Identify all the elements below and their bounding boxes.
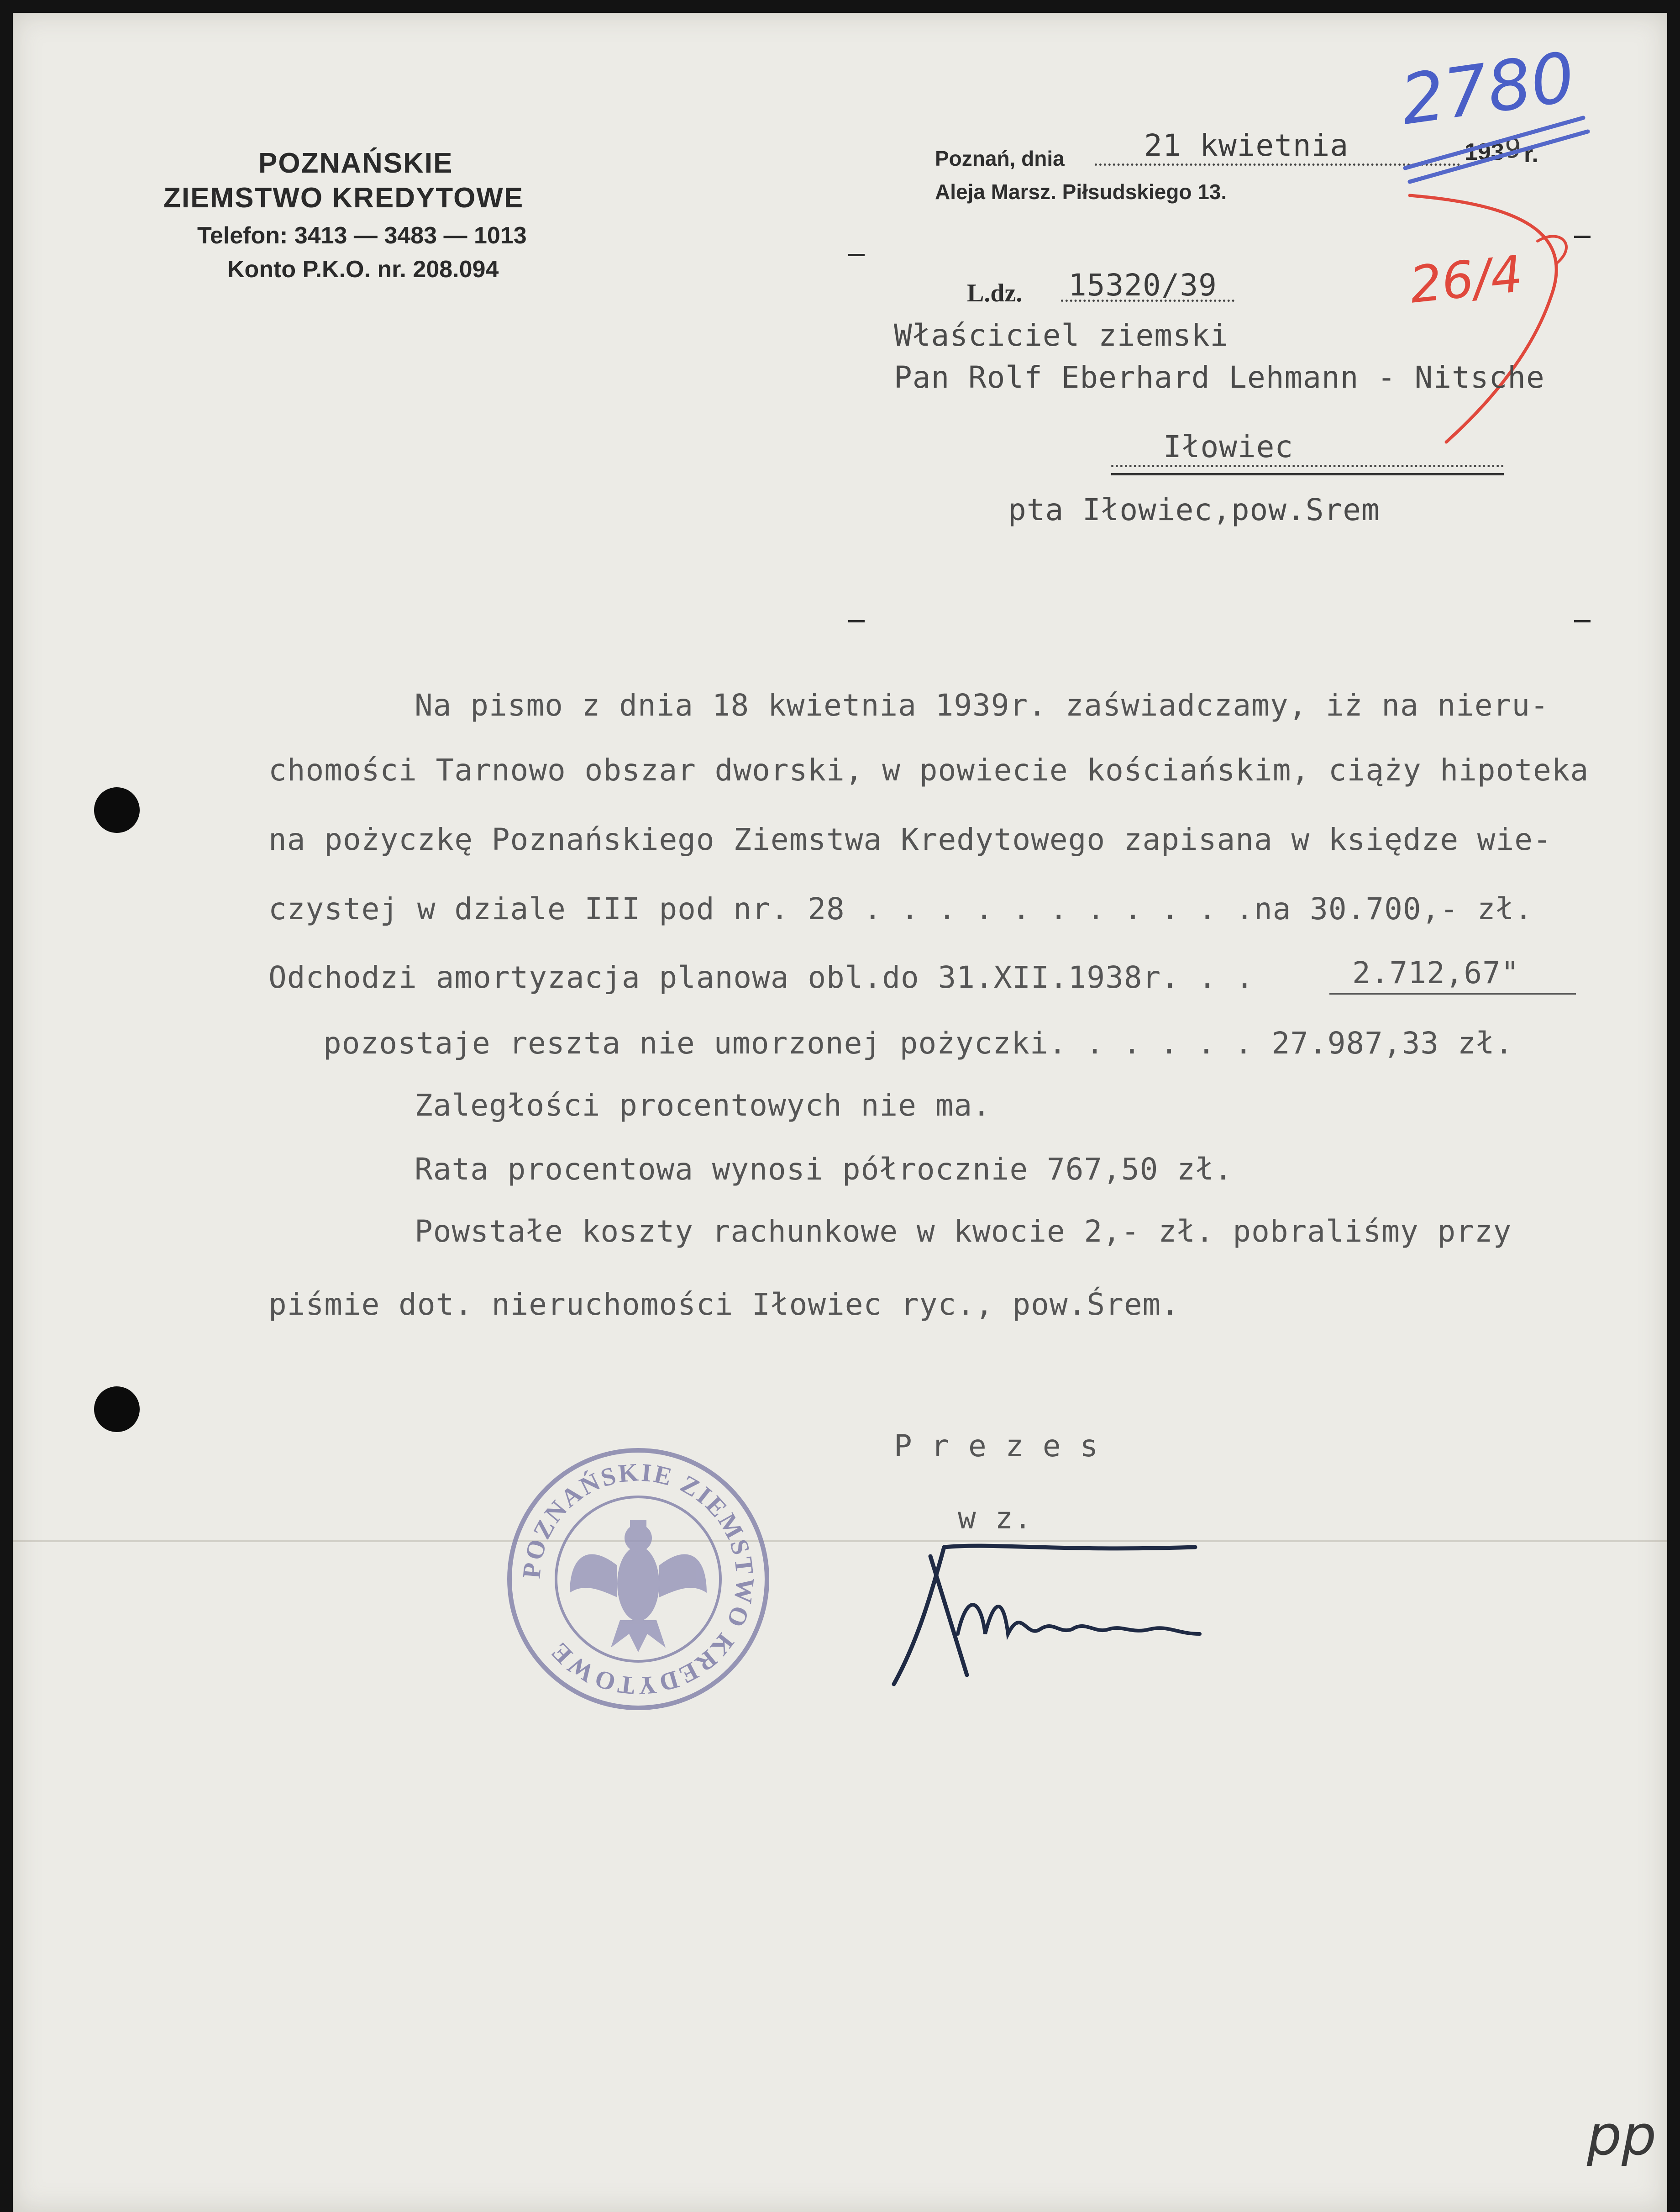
letterhead-name-line1: POZNAŃSKIE bbox=[258, 147, 453, 179]
body-line-5-amount: 2.712,67" bbox=[1352, 955, 1520, 990]
document-page bbox=[13, 13, 1667, 2212]
body-line-1: Na pismo z dnia 18 kwietnia 1939r. zaświadczamy, iż na nieru- bbox=[415, 688, 1549, 723]
official-stamp bbox=[506, 1447, 771, 1712]
sum-underline bbox=[1329, 993, 1576, 995]
addressee-name: Pan Rolf Eberhard Lehmann - Nitsche bbox=[894, 360, 1545, 395]
closing-wz: w z. bbox=[958, 1501, 1032, 1536]
letterhead-phone: Telefon: 3413 — 3483 — 1013 bbox=[197, 222, 527, 249]
body-line-3: na pożyczkę Poznańskiego Ziemstwa Kredytowego zapisana w księdze wie- bbox=[268, 822, 1552, 857]
date-year-prefix: 193 bbox=[1465, 139, 1504, 165]
margin-initials: pp bbox=[1587, 2104, 1657, 2168]
punch-hole-lower bbox=[94, 1386, 140, 1432]
address-window-mark bbox=[1574, 620, 1591, 622]
stamp-ring-text: POZNAŃSKIE ZIEMSTWO KREDYTOWE bbox=[517, 1458, 760, 1700]
body-line-2: chomości Tarnowo obszar dworski, w powiecie kościańskim, ciąży hipoteka bbox=[268, 753, 1589, 788]
handwritten-signature bbox=[876, 1529, 1209, 1693]
red-pencil-curve bbox=[1401, 186, 1601, 451]
registry-number-annotation: 2780 bbox=[1396, 37, 1580, 141]
addressee-title: Właściciel ziemski bbox=[894, 318, 1229, 353]
addressee-underline-dotted bbox=[1111, 465, 1504, 467]
body-line-10: piśmie dot. nieruchomości Iłowiec ryc., pow.Śrem. bbox=[268, 1287, 1180, 1322]
reference-label: L.dz. bbox=[967, 279, 1023, 307]
address-window-mark bbox=[1574, 236, 1591, 238]
red-pencil-annotation: 26/4 bbox=[1407, 244, 1526, 315]
sender-address: Aleja Marsz. Piłsudskiego 13. bbox=[935, 180, 1227, 204]
body-line-6: pozostaje reszta nie umorzonej pożyczki. . . . . . 27.987,33 zł. bbox=[323, 1026, 1514, 1061]
letterhead-account: Konto P.K.O. nr. 208.094 bbox=[227, 256, 499, 283]
address-window-mark bbox=[848, 254, 865, 256]
eagle-emblem-icon bbox=[570, 1520, 707, 1652]
body-line-5: Odchodzi amortyzacja planowa obl.do 31.XII.1938r. . . bbox=[268, 960, 1254, 995]
addressee-underline bbox=[1111, 473, 1504, 475]
place-date-label: Poznań, dnia bbox=[935, 147, 1065, 170]
date-day-month: 21 kwietnia bbox=[1144, 128, 1349, 163]
closing-title: P r e z e s bbox=[894, 1428, 1099, 1464]
addressee-estate: Iłowiec bbox=[1163, 429, 1294, 464]
date-year-digit: 9 bbox=[1505, 132, 1522, 164]
reference-dotted-line bbox=[1061, 300, 1234, 302]
punch-hole-upper bbox=[94, 787, 140, 833]
body-line-7: Zaległości procentowych nie ma. bbox=[415, 1088, 991, 1123]
blue-strike-marks bbox=[1401, 104, 1592, 195]
letterhead-name-line2: ZIEMSTWO KREDYTOWE bbox=[163, 182, 524, 214]
body-line-9: Powstałe koszty rachunkowe w kwocie 2,- zł. pobraliśmy przy bbox=[415, 1214, 1512, 1249]
date-year-suffix: r. bbox=[1524, 141, 1538, 168]
paper-fold bbox=[13, 1540, 1667, 1542]
body-line-8: Rata procentowa wynosi półrocznie 767,50 zł. bbox=[415, 1152, 1233, 1187]
address-window-mark bbox=[848, 620, 865, 622]
body-line-4: czystej w dziale III pod nr. 28 . . . . . . . . . . .na 30.700,- zł. bbox=[268, 891, 1533, 927]
reference-number: 15320/39 bbox=[1068, 268, 1217, 303]
addressee-post: pta Iłowiec,pow.Srem bbox=[1008, 492, 1380, 527]
